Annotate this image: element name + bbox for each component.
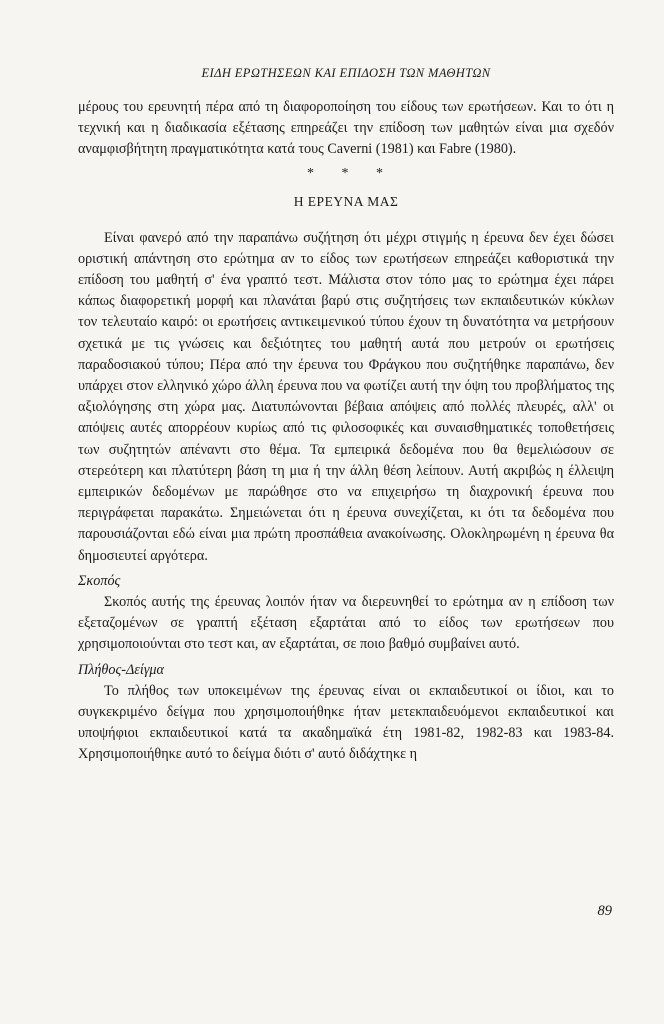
running-head: ΕΙΔΗ ΕΡΩΤΗΣΕΩΝ ΚΑΙ ΕΠΙΔΟΣΗ ΤΩΝ ΜΑΘΗΤΩΝ [201, 66, 491, 80]
section-separator: * * * [307, 165, 385, 181]
subsection-text-sample: Το πλήθος των υποκειμένων της έρευνας είναι οι εκπαιδευτικοί οι ίδιοι, και το συγκεκριμένο δείγμα που χρησιμοποιήθηκε ήταν μετεκπαιδευόμενοι εκπαιδευτικοί και υποψήφιοι εκπαιδευτικοί κατά τα ακαδημαϊκά έτη 1981-82, 1982-83 και 1983-84. Χρησιμοποιήθηκε αυτό το δείγμα διότι σ' αυτό διδάχτηκε η [78, 682, 614, 763]
page-number: 89 [597, 903, 612, 919]
subsection-heading-aim: Σκοπός [78, 572, 121, 589]
continuation-paragraph: μέρους του ερευνητή πέρα από τη διαφοροποίηση του είδους των ερωτήσεων. Και το ότι η τεχνική και η διαδικασία εξέτασης επηρεάζει την επίδοση των μαθητών είναι μια σχεδόν αναμφισβήτητη πραγματικότητα κατά τους Caverni (1981) και Fabre (1980). [78, 99, 614, 158]
section-title: Η ΕΡΕΥΝΑ ΜΑΣ [293, 193, 399, 209]
subsection-heading-sample: Πλήθος-Δείγμα [78, 661, 164, 678]
subsection-text-aim: Σκοπός αυτής της έρευνας λοιπόν ήταν να διερευνηθεί το ερώτημα αν η επίδοση των εξεταζομένων σε γραπτή εξέταση εξαρτάται από το είδος των ερωτήσεων που χρησιμοποιούνται στο τεστ και, αν εξαρτάται, σε ποιο βαθμό συμβαίνει αυτό. [78, 594, 614, 653]
section-paragraph: Είναι φανερό από την παραπάνω συζήτηση ότι μέχρι στιγμής η έρευνα δεν έχει δώσει οριστική απάντηση στο ερώτημα αν το είδος των ερωτήσεων επηρεάζει καθοριστικά την επίδοση του μαθητή σ' ένα γραπτό τεστ. Μάλιστα στον τόπο μας το ερώτημα έχει πάρει κάπως διαφορετική μορφή και πλανάται βαρύ στις συζητήσεις των εκπαιδευτικών κύκλων τον τελευταίο καιρό: οι ερωτήσεις αντικειμενικού τύπου έχουν τη δυνατότητα να μετρήσουν σχετικά με τις γνώσεις και δεξιότητες του μαθητή αυτά που μετρούν οι ερωτήσεις παραδοσιακού τύπου; Πέρα από την έρευνα του Φράγκου που συζητήθηκε παραπάνω, δεν υπάρχει στον ελληνικό χώρο άλλη έρευνα που να φωτίζει αυτή την όψη του προβλήματος της αξιολόγησης στη χώρα μας. Διατυπώνονται βέβαια απόψεις από πολλές πλευρές, αλλ' οι απόψεις αυτές απορρέουν κυρίως από τις φιλοσοφικές και συναισθηματικές τοποθετήσεις των συζητητών απέναντι στο θέμα. Τα εμπειρικά δεδομένα που θα θεμελιώσουν σε στερεότερη και πλατύτερη βάση τη μια ή την άλλη θέση λείπουν. Αυτή ακριβώς η έλλειψη εμπειρικών δεδομένων με παρώθησε στο να επιχειρήσω τη διαχρονική έρευνα που περιγράφεται παρακάτω. Σημειώνεται ότι η έρευνα συνεχίζεται, κι ότι τα δεδομένα που παρουσιάζονται εδώ είναι μια πρώτη προσπάθεια ανακοίνωσης. Ολοκληρωμένη η έρευνα θα δημοσιευτεί αργότερα. [78, 229, 614, 564]
page-body [78, 66, 614, 766]
